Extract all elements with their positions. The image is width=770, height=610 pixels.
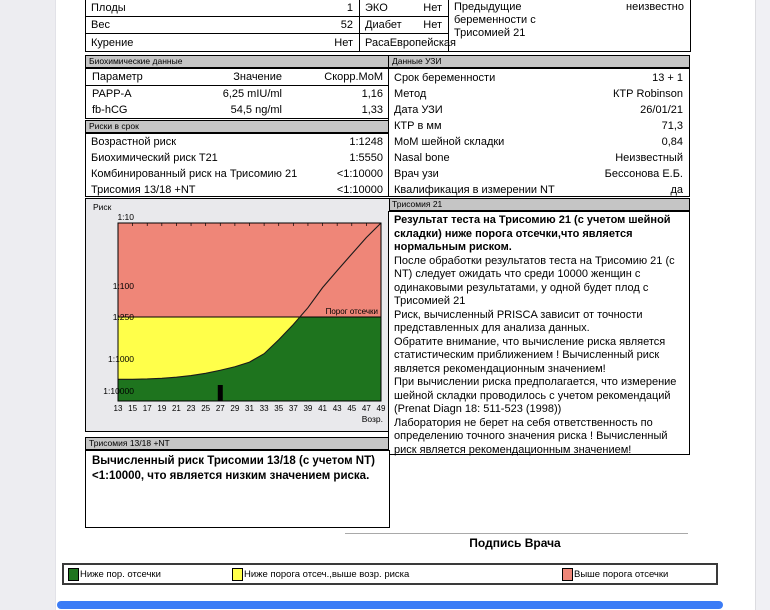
row-value: неизвестно (626, 1, 684, 13)
row-value: 26/01/21 (640, 104, 683, 116)
patient-data-table (85, 0, 691, 52)
col-header: Параметр (92, 71, 143, 83)
row-value: 1:1248 (349, 136, 383, 148)
row-value: Неизвестный (615, 152, 683, 164)
x-axis-tick-label: 47 (361, 404, 371, 413)
result-paragraph: Лаборатория не берет на себя ответственность по определению точного значения риска ! Вычисленный риск является рекомендационным значением! (394, 416, 668, 456)
chart-title: Риск (93, 202, 112, 212)
chart-legend (62, 563, 718, 585)
risk-chart (86, 199, 389, 431)
param-name: PAPP-A (92, 88, 132, 100)
row-label: Предыдущие беременности с Трисомией 21 (454, 1, 536, 39)
x-axis-tick-label: 13 (113, 404, 123, 413)
row-value: 0,84 (661, 136, 683, 148)
y-axis-tick-label: 1:10 (117, 212, 134, 222)
x-axis-tick-label: 49 (376, 404, 386, 413)
previous-pregnancies-cell (448, 0, 690, 51)
col-header: Значение (233, 71, 282, 83)
result-paragraph: После обработки результатов теста на Трисомию 21 (с NT) следует ожидать что среди 10000 женщин с одинаковыми результатами, у одной будет плод с Трисомией 21 (394, 254, 675, 307)
bottom-accent-bar (57, 601, 723, 609)
zone-above-cutoff (118, 223, 381, 317)
table-row (86, 17, 359, 34)
legend-item (562, 567, 668, 581)
legend-item (232, 567, 409, 581)
param-value: 6,25 mIU/ml (222, 88, 282, 100)
table-row (86, 150, 389, 166)
x-axis-tick-label: 33 (259, 404, 269, 413)
row-label: Метод (394, 88, 427, 100)
row-label: Раса (365, 36, 390, 49)
section-header-trisomy21: Трисомия 21 (388, 198, 690, 211)
table-row (389, 150, 689, 166)
y-axis-tick-label: 1:250 (112, 312, 134, 322)
patient-col-2 (359, 0, 456, 51)
row-label: КТР в мм (394, 120, 442, 132)
ultrasound-table (388, 68, 690, 197)
row-value: 1:5550 (349, 152, 383, 164)
row-label: MoM шейной складки (394, 136, 505, 148)
row-label: ЭКО (365, 2, 388, 14)
row-label: Биохимический риск Т21 (91, 152, 218, 164)
row-label: Срок беременности (394, 72, 496, 84)
row-label: Врач узи (394, 168, 439, 180)
scrollbar-track (755, 0, 770, 610)
x-axis-tick-label: 23 (186, 404, 196, 413)
table-row (389, 102, 689, 118)
table-row (360, 34, 456, 51)
biochem-table (85, 68, 390, 119)
row-value: <1:10000 (336, 168, 383, 180)
row-label: Nasal bone (394, 152, 450, 164)
x-axis-tick-label: 45 (347, 404, 357, 413)
legend-label: Выше порога отсечки (574, 568, 669, 580)
x-axis-tick-label: 29 (230, 404, 240, 413)
table-row (389, 182, 689, 198)
row-value: Нет (423, 2, 442, 14)
trisomy21-result-text (388, 211, 690, 455)
legend-swatch-red (562, 568, 573, 581)
x-axis-tick-label: 37 (288, 404, 298, 413)
patient-col-1 (86, 0, 359, 51)
table-row (389, 70, 689, 86)
result-paragraph: При вычислении риска предполагается, что измерение шейной складки проводилось с учетом рекомендаций (Prenat Diagn 18: 511-523 (1998)) (394, 376, 677, 415)
row-label: Возрастной риск (91, 136, 177, 148)
section-header-trisomy1318: Трисомия 13/18 +NT (85, 437, 390, 450)
table-row (86, 0, 359, 17)
result-bold-text: Результат теста на Трисомию 21 (с учетом шейной складки) ниже порога отсечки,что является нормальным риском. (394, 214, 671, 253)
legend-label: Ниже пор. отсечки (80, 568, 161, 580)
x-axis-tick-label: 31 (245, 404, 254, 413)
row-label: Дата УЗИ (394, 104, 443, 116)
section-header-risks: Риски в срок (85, 120, 390, 133)
y-axis-tick-label: 1:1000 (108, 354, 134, 364)
cutoff-threshold-label: Порог отсечки (325, 307, 378, 316)
param-name: fb-hCG (92, 104, 128, 116)
row-value: 52 (340, 19, 353, 31)
table-row (86, 182, 389, 198)
risk-chart-panel (85, 198, 390, 432)
table-row (360, 0, 448, 17)
legend-swatch-green (68, 568, 79, 581)
risks-table (85, 133, 390, 197)
row-value: да (670, 184, 683, 196)
x-axis-tick-label: 43 (332, 404, 342, 413)
row-label: Плоды (91, 2, 126, 14)
row-label: Квалификация в измерении NT (394, 184, 555, 196)
patient-risk-marker (218, 385, 223, 401)
x-axis-tick-label: 21 (171, 404, 181, 413)
x-axis-tick-label: 27 (215, 404, 225, 413)
x-axis-tick-label: 17 (142, 404, 152, 413)
result-paragraph: Риск, вычисленный PRISCA зависит от точности представленных для анализа данных. (394, 308, 643, 334)
result-paragraph: Обратите внимание, что вычисление риска является статистическим приближением ! Вычисленный риск является рекомендационным значением! (394, 335, 666, 375)
row-value: КТР Robinson (613, 88, 683, 100)
col-header: Скорр.MoM (324, 71, 383, 83)
trisomy1318-result-text: Вычисленный риск Трисомии 13/18 (с учетом NT) <1:10000, что является низким значением риска. (85, 450, 390, 528)
section-header-ultrasound: Данные УЗИ (388, 55, 690, 68)
x-axis-tick-label: 39 (303, 404, 313, 413)
section-header-biochem: Биохимические данные (85, 55, 390, 68)
row-label: Комбинированный риск на Трисомию 21 (91, 168, 298, 180)
row-value: Нет (334, 36, 353, 49)
table-row (86, 34, 359, 51)
x-axis-tick-label: 25 (201, 404, 211, 413)
x-axis-tick-label: 15 (128, 404, 138, 413)
row-value: 13 + 1 (652, 72, 683, 84)
table-row (86, 134, 389, 150)
table-row (86, 166, 389, 182)
row-label: Трисомия 13/18 +NT (91, 184, 196, 196)
signature-line (345, 533, 688, 534)
legend-label: Ниже порога отсеч.,выше возр. риска (244, 568, 410, 580)
signature-label: Подпись Врача (469, 536, 561, 550)
table-header-row (86, 69, 389, 86)
table-row (389, 166, 689, 182)
row-label: Вес (91, 19, 110, 31)
row-value: 71,3 (661, 120, 683, 132)
row-value: Европейская (389, 36, 456, 49)
table-row (86, 102, 389, 118)
row-value: 1 (346, 2, 353, 14)
x-axis-tick-label: 41 (318, 404, 328, 413)
param-mom: 1,16 (361, 88, 383, 100)
table-row (389, 86, 689, 102)
x-axis-tick-label: 35 (274, 404, 284, 413)
x-axis-tick-label: 19 (157, 404, 167, 413)
row-value: Бессонова Е.Б. (604, 168, 683, 180)
param-mom: 1,33 (361, 104, 383, 116)
y-axis-tick-label: 1:10000 (103, 386, 134, 396)
app-left-margin (0, 0, 56, 610)
legend-item (68, 567, 161, 581)
table-row (86, 86, 389, 102)
row-label: Курение (91, 36, 134, 49)
row-value: Нет (423, 19, 442, 31)
table-row (389, 118, 689, 134)
y-axis-tick-label: 1:100 (112, 281, 134, 291)
legend-swatch-yellow (232, 568, 243, 581)
table-row (360, 17, 448, 34)
row-value: <1:10000 (336, 184, 383, 196)
x-axis-label: Возр. (361, 414, 383, 424)
table-row (389, 134, 689, 150)
row-label: Диабет (365, 19, 402, 31)
param-value: 54,5 ng/ml (230, 104, 282, 116)
